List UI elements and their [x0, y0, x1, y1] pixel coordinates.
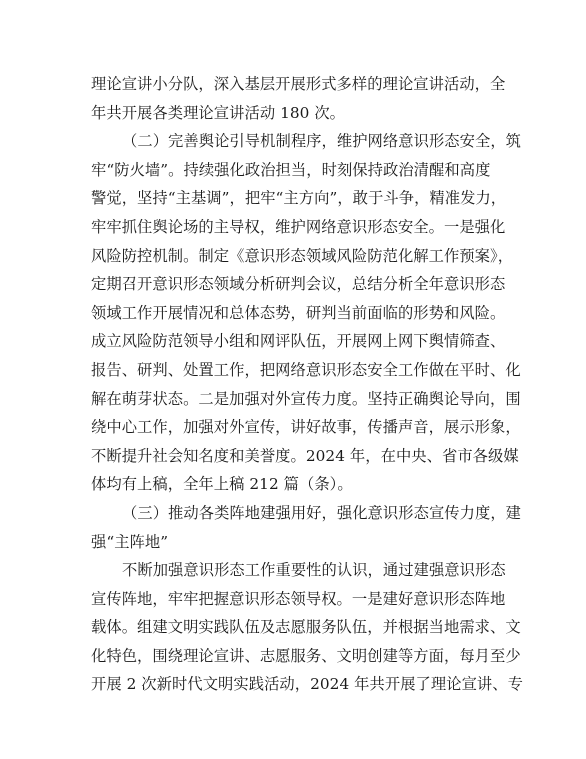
- text-line: 成立风险防范领导小组和网评队伍，开展网上网下舆情筛查、: [91, 332, 506, 351]
- text-line: 体均有上稿，全年上稿 212 篇（条）。: [91, 475, 353, 494]
- text-line: 开展 2 次新时代文明实践活动，2024 年共开展了理论宣讲、专: [91, 675, 523, 694]
- text-line: 载体。组建文明实践队伍及志愿服务队伍，并根据当地需求、文: [91, 618, 521, 637]
- section-heading-line: （三）推动各类阵地建强用好，强化意识形态宣传力度，建: [122, 503, 522, 522]
- text-line: 领域工作开展情况和总体态势，研判当前面临的形势和风险。: [91, 303, 506, 322]
- text-line: 风险防控机制。制定《意识形态领域风险防范化解工作预案》，: [91, 246, 514, 265]
- section-heading-line: （二）完善舆论引导机制程序，维护网络意识形态安全，筑: [122, 132, 522, 151]
- text-line: 化特色，围绕理论宣讲、志愿服务、文明创建等方面，每月至少: [91, 646, 521, 665]
- text-line: 报告、研判、处置工作，把网络意识形态安全工作做在平时、化: [91, 360, 521, 379]
- text-line: 警觉，坚持“主基调”，把牢“主方向”，敢于斗争，精准发力，: [91, 189, 507, 208]
- text-line: 牢牢抓住舆论场的主导权，维护网络意识形态安全。一是强化: [91, 217, 506, 236]
- section-heading-line: 强“主阵地”: [91, 532, 169, 551]
- text-line: 绕中心工作，加强对外宣传，讲好故事，传播声音，展示形象，: [91, 418, 521, 437]
- text-line: 宣传阵地，牢牢把握意识形态领导权。一是建好意识形态阵地: [91, 589, 506, 608]
- text-line: 不断提升社会知名度和美誉度。2024 年，在中央、省市各级媒: [91, 446, 519, 465]
- text-line: 定期召开意识形态领域分析研判会议，总结分析全年意识形态: [91, 275, 506, 294]
- text-line: 理论宣讲小分队，深入基层开展形式多样的理论宣讲活动，全: [91, 75, 506, 93]
- text-line: 不断加强意识形态工作重要性的认识，通过建强意识形态: [122, 561, 506, 580]
- text-line: 年共开展各类理论宣讲活动 180 次。: [91, 103, 346, 122]
- section-heading-line: 牢“防火墙”。持续强化政治担当，时刻保持政治清醒和高度: [91, 160, 491, 179]
- text-line: 解在萌芽状态。二是加强对外宣传力度。坚持正确舆论导向，围: [91, 389, 521, 408]
- document-body: [91, 70, 523, 699]
